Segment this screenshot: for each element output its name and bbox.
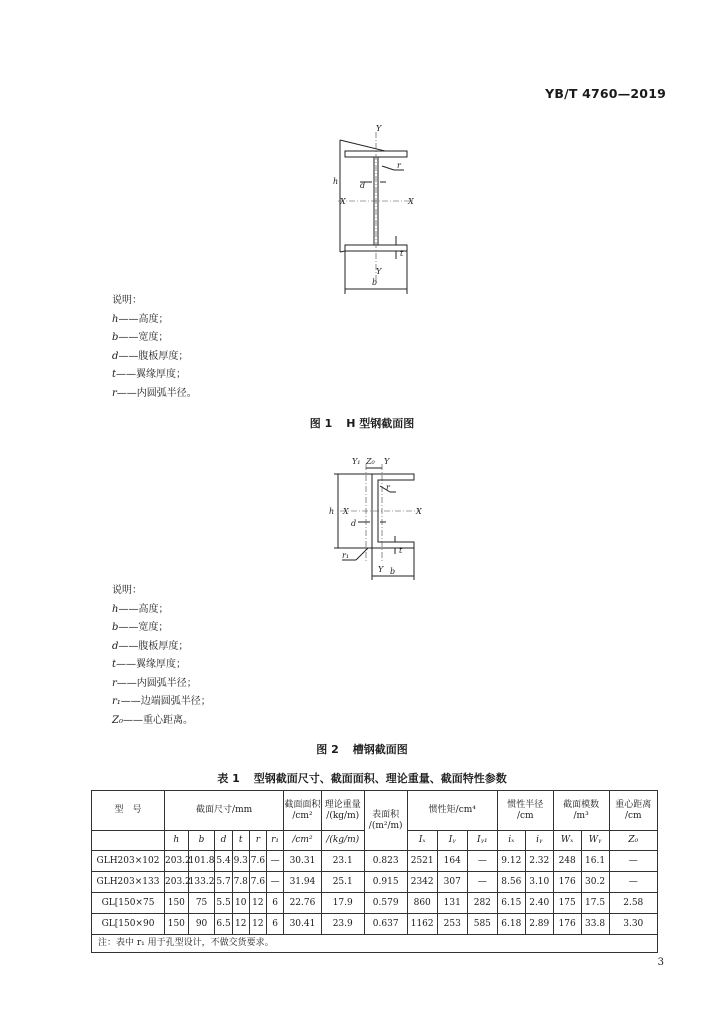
table-cell: 6.18 — [497, 914, 525, 935]
fig1-label-b: b — [372, 278, 378, 287]
table-1-caption: 表 1 型钢截面尺寸、截面面积、理论重量、截面特性参数 — [217, 772, 507, 785]
table-cell: 30.41 — [284, 914, 322, 935]
table-cell: 150 — [165, 914, 189, 935]
cell-model: GL[150×75 — [92, 893, 165, 914]
figure-1-caption: 图 1 H 型钢截面图 — [309, 417, 415, 430]
table-cell: 164 — [437, 851, 467, 872]
fig2-legend-item: h——高度； — [112, 603, 169, 615]
table-cell: 2.58 — [609, 893, 657, 914]
table-cell: 8.56 — [497, 872, 525, 893]
table-cell: — — [609, 851, 657, 872]
table-cell: 585 — [467, 914, 497, 935]
th-sub: Iₓ — [407, 831, 437, 851]
table-cell: 253 — [437, 914, 467, 935]
table-cell: 7.6 — [249, 872, 266, 893]
th-sub: r — [249, 831, 266, 851]
table-cell: 101.8 — [188, 851, 215, 872]
fig2-label-x-left: X — [343, 507, 349, 516]
figure-2-legend — [112, 582, 211, 730]
fig2-label-d: d — [351, 519, 357, 528]
th-sub: iᵧ — [525, 831, 553, 851]
table-cell: 2.40 — [525, 893, 553, 914]
fig2-legend-item: d——腹板厚度； — [112, 640, 189, 652]
table-cell: 31.94 — [284, 872, 322, 893]
th-sub: Wₓ — [553, 831, 581, 851]
fig1-label-y-top: Y — [376, 124, 382, 133]
fig2-label-r: r — [386, 483, 390, 492]
fig2-legend-title: 说明： — [112, 585, 142, 596]
table-row — [92, 851, 658, 872]
table-cell: 6 — [266, 893, 283, 914]
table-cell: 12 — [249, 893, 266, 914]
table-cell: 2.32 — [525, 851, 553, 872]
table-cell: 0.915 — [364, 872, 407, 893]
figure-2-caption: 图 2 槽钢截面图 — [316, 743, 408, 756]
fig1-legend-item: h——高度； — [112, 313, 169, 325]
table-cell: 75 — [188, 893, 215, 914]
th-sub: iₓ — [497, 831, 525, 851]
fig1-label-r: r — [397, 161, 401, 170]
fig1-label-h: h — [333, 177, 339, 186]
th-sub: Z₀ — [609, 831, 657, 851]
table-cell: 17.9 — [321, 893, 364, 914]
table-cell: 5.4 — [215, 851, 232, 872]
th-sub — [92, 831, 165, 851]
table-cell: 23.1 — [321, 851, 364, 872]
th-modulus: 截面模数 /m³ — [553, 791, 609, 831]
table-cell: 203.2 — [165, 872, 189, 893]
th-model: 型 号 — [92, 791, 165, 831]
th-sub: Iᵧ₁ — [467, 831, 497, 851]
th-sub: h — [165, 831, 189, 851]
fig1-legend-item: r——内圆弧半径。 — [112, 387, 197, 399]
fig2-label-b: b — [390, 567, 396, 576]
th-sub: d — [215, 831, 232, 851]
table-cell: 10 — [232, 893, 249, 914]
table-row — [92, 893, 658, 914]
fig2-legend-item: r₁——边端圆弧半径； — [112, 696, 211, 707]
fig2-legend-item: b——宽度； — [112, 622, 169, 633]
table-cell: 90 — [188, 914, 215, 935]
figure-2-channel-diagram — [320, 452, 430, 582]
fig1-legend-item: t——翼缘厚度； — [112, 369, 187, 380]
th-centroid: 重心距离 /cm — [609, 791, 657, 831]
th-sub: b — [188, 831, 215, 851]
fig1-label-x-right: X — [408, 197, 414, 206]
table-cell: 7.8 — [232, 872, 249, 893]
table-cell: — — [609, 872, 657, 893]
table-cell: 133.2 — [188, 872, 215, 893]
table-cell: 6 — [266, 914, 283, 935]
table-cell: 6.5 — [215, 914, 232, 935]
table-1-spec — [91, 790, 658, 953]
table-cell: 175 — [553, 893, 581, 914]
table-cell: 12 — [249, 914, 266, 935]
th-inertia: 惯性矩/cm⁴ — [407, 791, 497, 831]
table-cell: 5.5 — [215, 893, 232, 914]
table-cell: — — [266, 851, 283, 872]
table-cell: 176 — [553, 872, 581, 893]
table-cell: 30.2 — [581, 872, 609, 893]
fig1-label-x-left: X — [340, 197, 346, 206]
table-cell: — — [266, 872, 283, 893]
fig2-label-y-bottom: Y — [378, 565, 384, 574]
th-sub: /(kg/m) — [321, 831, 364, 851]
cell-model: GL[150×90 — [92, 914, 165, 935]
fig2-label-h: h — [329, 507, 335, 516]
fig1-legend-item: b——宽度； — [112, 332, 169, 343]
th-sub: Iᵧ — [437, 831, 467, 851]
th-sub: t — [232, 831, 249, 851]
figure-1-h-beam-diagram — [320, 122, 430, 297]
th-surface: 表面积 /(m²/m) — [364, 791, 407, 851]
table-cell: 307 — [437, 872, 467, 893]
table-cell: 0.823 — [364, 851, 407, 872]
fig2-label-y-top: Y — [384, 457, 390, 466]
table-cell: 25.1 — [321, 872, 364, 893]
th-sub: Wᵧ — [581, 831, 609, 851]
fig2-label-t: t — [399, 546, 403, 555]
table-cell: 7.6 — [249, 851, 266, 872]
table-cell: 131 — [437, 893, 467, 914]
table-cell: 3.30 — [609, 914, 657, 935]
table-cell: 150 — [165, 893, 189, 914]
table-cell: 9.12 — [497, 851, 525, 872]
table-cell: — — [467, 851, 497, 872]
table-cell: 0.637 — [364, 914, 407, 935]
table-row — [92, 872, 658, 893]
fig2-legend-item: t——翼缘厚度； — [112, 659, 187, 670]
fig2-legend-item: r——内圆弧半径； — [112, 677, 197, 689]
fig2-label-x-right: X — [416, 507, 422, 516]
table-cell: 282 — [467, 893, 497, 914]
table-cell: 860 — [407, 893, 437, 914]
table-cell: 5.7 — [215, 872, 232, 893]
table-cell: 3.10 — [525, 872, 553, 893]
table-cell: 23.9 — [321, 914, 364, 935]
fig1-label-y-bottom: Y — [376, 267, 382, 276]
th-sub: /cm² — [284, 831, 322, 851]
table-cell: 12 — [232, 914, 249, 935]
fig2-label-z0: Z₀ — [366, 457, 375, 466]
fig1-label-d: d — [360, 181, 366, 190]
table-cell: 16.1 — [581, 851, 609, 872]
th-sub: r₁ — [266, 831, 283, 851]
table-cell: 2521 — [407, 851, 437, 872]
page-number: 3 — [657, 957, 664, 968]
table-cell: 176 — [553, 914, 581, 935]
cell-model: GLH203×102 — [92, 851, 165, 872]
table-cell: 2.89 — [525, 914, 553, 935]
table-cell: 17.5 — [581, 893, 609, 914]
th-radius: 惯性半径 /cm — [497, 791, 553, 831]
table-cell: 33.8 — [581, 914, 609, 935]
table-row — [92, 914, 658, 935]
fig1-legend-item: d——腹板厚度； — [112, 350, 189, 362]
th-dims: 截面尺寸/mm — [165, 791, 284, 831]
table-cell: 248 — [553, 851, 581, 872]
standard-code: YB/T 4760—2019 — [545, 86, 666, 101]
table-cell: 2342 — [407, 872, 437, 893]
fig1-legend-title: 说明： — [112, 295, 142, 306]
fig2-label-y1: Y₁ — [352, 457, 361, 466]
table-cell: 9.3 — [232, 851, 249, 872]
fig2-label-r1: r₁ — [342, 551, 350, 560]
th-area: 截面面积 /cm² — [284, 791, 322, 831]
table-cell: 203.2 — [165, 851, 189, 872]
table-cell: 6.15 — [497, 893, 525, 914]
cell-model: GLH203×133 — [92, 872, 165, 893]
fig1-label-t: t — [400, 249, 404, 258]
table-cell: 22.76 — [284, 893, 322, 914]
table-cell: 1162 — [407, 914, 437, 935]
fig2-legend-item: Z₀——重心距离。 — [112, 714, 193, 726]
th-weight: 理论重量 /(kg/m) — [321, 791, 364, 831]
table-cell: — — [467, 872, 497, 893]
table-note: 注：表中 r₁ 用于孔型设计，不做交货要求。 — [92, 935, 658, 953]
table-cell: 0.579 — [364, 893, 407, 914]
table-cell: 30.31 — [284, 851, 322, 872]
figure-1-legend — [112, 292, 197, 403]
